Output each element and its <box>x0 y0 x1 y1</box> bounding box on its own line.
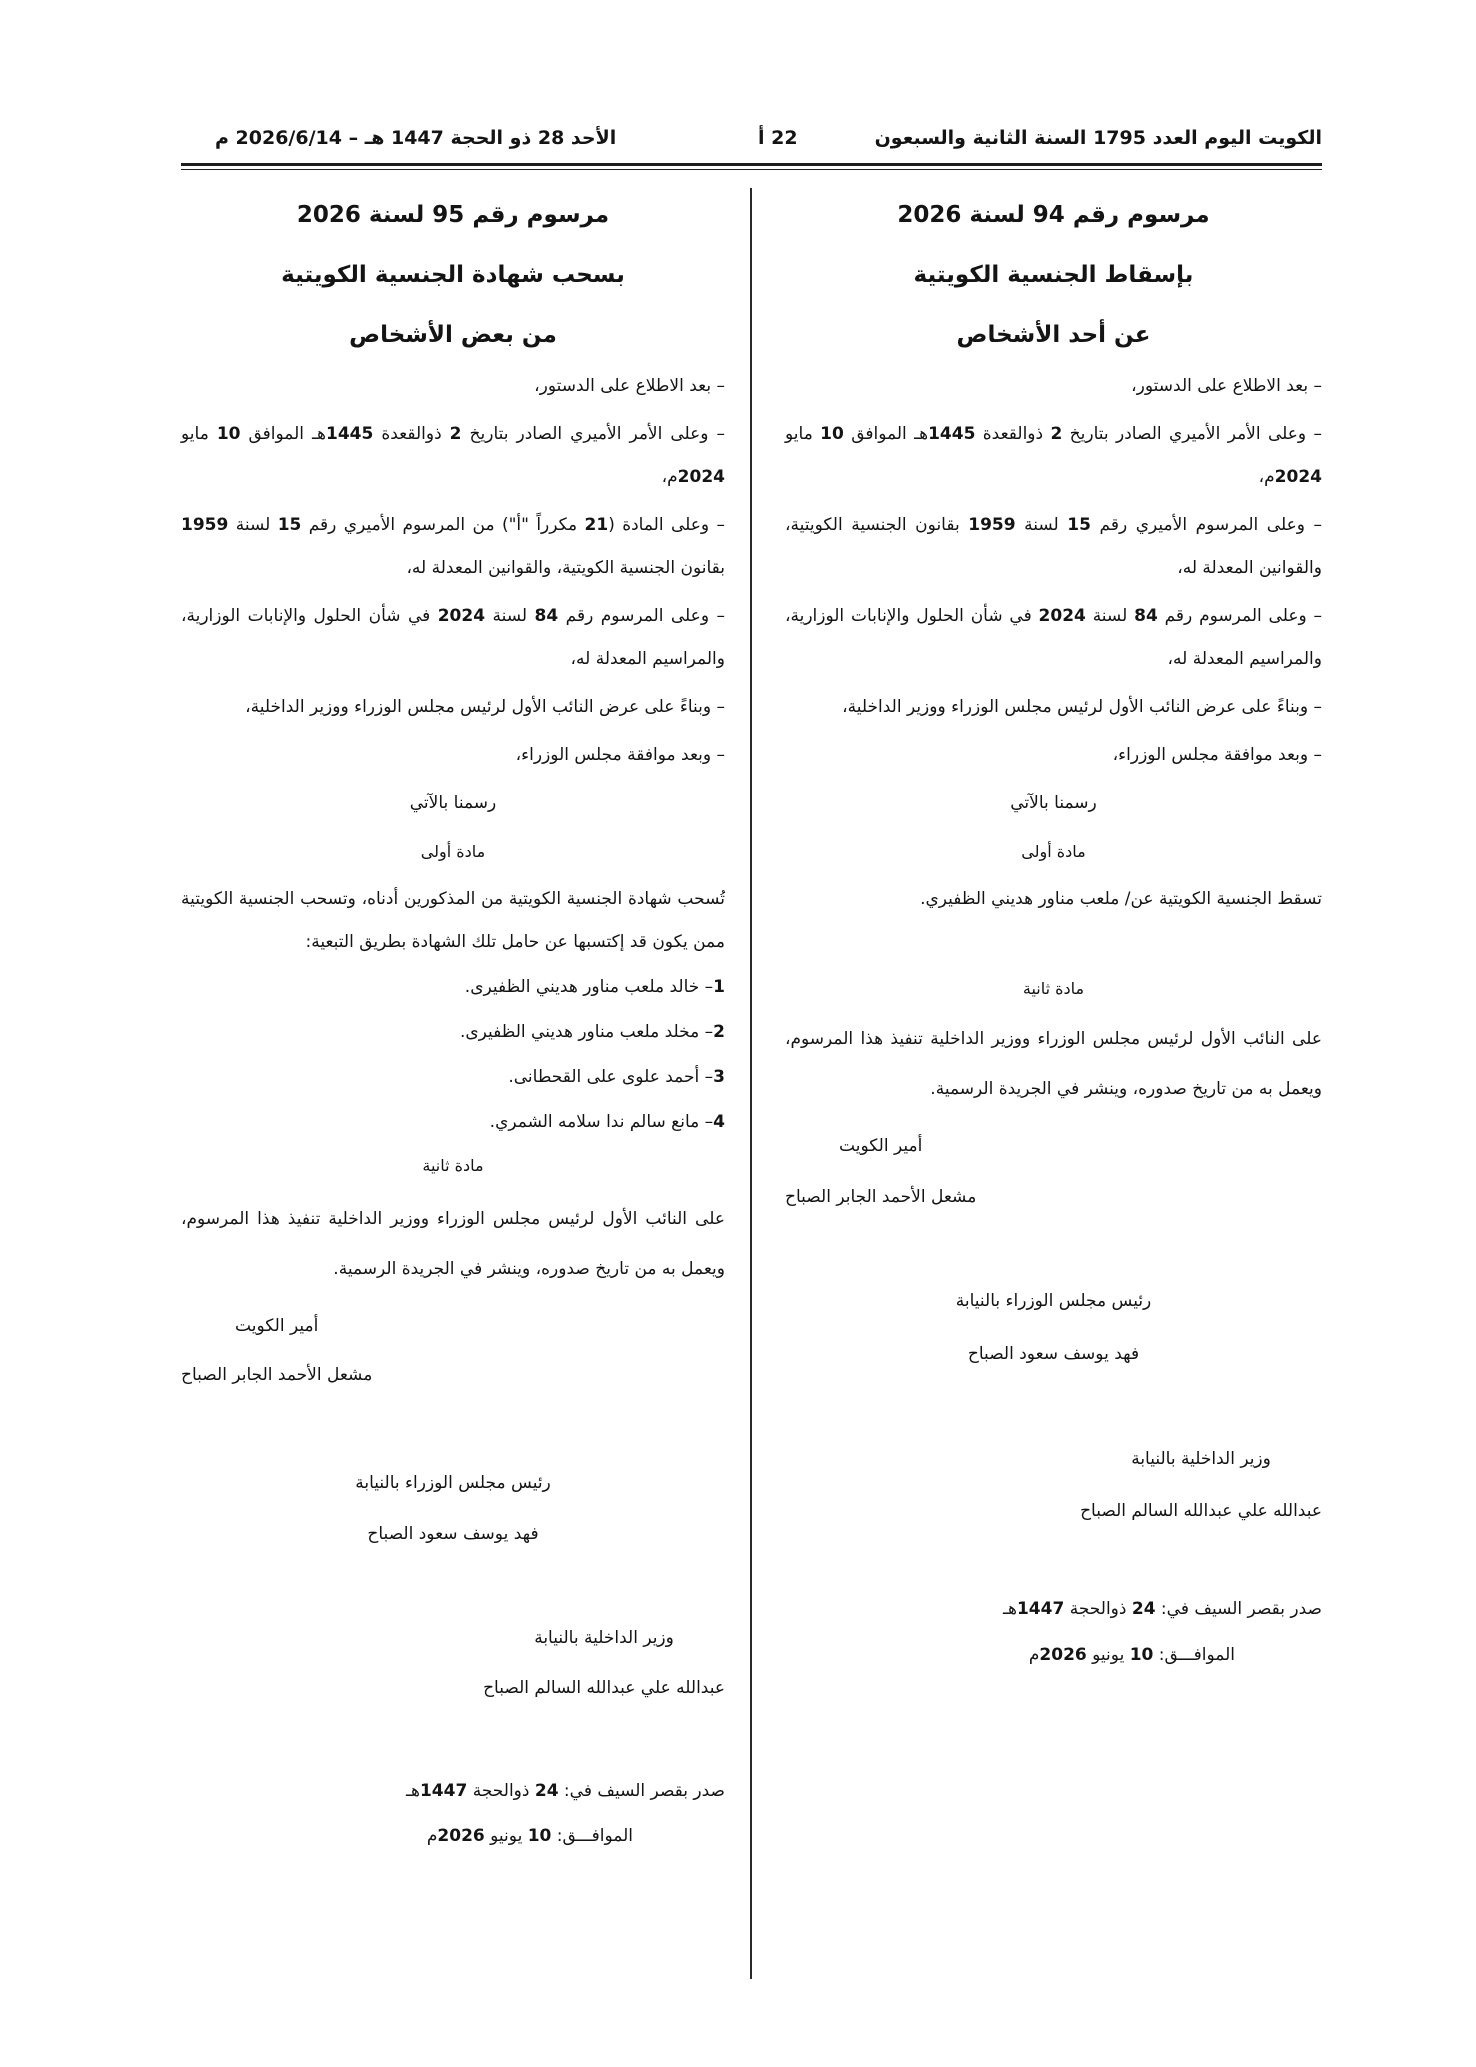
emir-signature <box>181 1305 372 1397</box>
prime-minister-signature <box>355 1462 551 1556</box>
bold-number: 24 <box>534 1781 559 1801</box>
interior-minister-signature <box>1080 1438 1322 1533</box>
bold-number: 2024 <box>1038 606 1086 626</box>
issuance-gregorian-date: الموافـــق: 10 يونيو 2026م <box>1028 1645 1235 1665</box>
article-1-text: تُسحب شهادة الجنسية الكويتية من المذكورين أدناه، وتسحب الجنسية الكويتية ممن يكون قد إكتسبها عن حامل تلك الشهادة بطريق التبعية: <box>181 889 725 952</box>
preamble-clause: – وعلى المرسوم الأميري رقم 15 لسنة 1959 بقانون الجنسية الكويتية، والقوانين المعدلة له، <box>785 515 1323 578</box>
article-2-text: على النائب الأول لرئيس مجلس الوزراء ووزير الداخلية تنفيذ هذا المرسوم، ويعمل به من تاريخ صدوره، وينشر في الجريدة الرسمية. <box>181 1209 725 1279</box>
decree-subtitle: من بعض الأشخاص <box>349 322 557 348</box>
preamble-clause: – وبناءً على عرض النائب الأول لرئيس مجلس الوزراء ووزير الداخلية، <box>245 697 725 717</box>
preamble-clause: – وبناءً على عرض النائب الأول لرئيس مجلس الوزراء ووزير الداخلية، <box>842 697 1322 717</box>
issuance-block <box>181 1770 725 1858</box>
article-1-text: تسقط الجنسية الكويتية عن/ ملعب مناور هديني الظفيري. <box>920 889 1322 909</box>
bold-number: 1447 <box>1016 1599 1065 1619</box>
decree-subtitle: عن أحد الأشخاص <box>956 322 1151 348</box>
decree-94-column <box>785 185 1322 1677</box>
decree-title: مرسوم رقم 95 لسنة 2026 <box>296 202 610 228</box>
bold-number: 2 <box>1050 424 1063 444</box>
bold-number: 10 <box>216 424 241 444</box>
page-header <box>181 121 1322 155</box>
article-2-heading: مادة ثانية <box>1022 979 1085 998</box>
decree-title: مرسوم رقم 94 لسنة 2026 <box>897 202 1210 228</box>
header-rule-thick <box>181 163 1322 166</box>
issuance-place-date: صدر بقصر السيف في: 24 ذوالحجة 1447هـ <box>406 1781 725 1801</box>
emir-signature <box>785 1125 976 1219</box>
bold-number: 21 <box>584 515 609 535</box>
bold-number: 84 <box>1134 606 1158 626</box>
preamble-clause: – بعد الاطلاع على الدستور، <box>534 376 725 396</box>
article-2-text: على النائب الأول لرئيس مجلس الوزراء ووزير الداخلية تنفيذ هذا المرسوم، ويعمل به من تاريخ صدوره، وينشر في الجريدة الرسمية. <box>785 1029 1322 1099</box>
interior-minister-signature <box>483 1617 725 1710</box>
emir-name: مشعل الأحمد الجابر الصباح <box>181 1365 373 1385</box>
preamble-clause: – بعد الاطلاع على الدستور، <box>1131 376 1322 396</box>
revocation-list <box>181 966 725 1144</box>
bold-number: 3 <box>713 1067 725 1087</box>
bold-number: 1959 <box>968 515 1016 535</box>
preamble-clause: – وبعد موافقة مجلس الوزراء، <box>515 745 725 765</box>
emir-name: مشعل الأحمد الجابر الصباح <box>785 1187 977 1207</box>
article-2-heading: مادة ثانية <box>422 1156 484 1175</box>
bold-number: 15 <box>1067 515 1091 535</box>
enactment-formula: رسمنا بالآتي <box>1010 793 1097 813</box>
issuance-gregorian-date: الموافـــق: 10 يونيو 2026م <box>426 1826 633 1846</box>
bold-number: 2024 <box>437 606 486 626</box>
bold-number: 2 <box>713 1022 725 1042</box>
prime-minister-name: فهد يوسف سعود الصباح <box>967 1344 1140 1364</box>
emir-title: أمير الكويت <box>235 1316 319 1336</box>
decree-subtitle: بإسقاط الجنسية الكويتية <box>913 262 1194 288</box>
bold-number: 4 <box>713 1112 725 1132</box>
preamble-clause: – وعلى الأمر الأميري الصادر بتاريخ 2 ذوالقعدة 1445هـ الموافق 10 مايو 2024م، <box>785 424 1322 487</box>
interior-minister-name: عبدالله علي عبدالله السالم الصباح <box>483 1678 725 1698</box>
bold-number: 1959 <box>181 515 229 535</box>
preamble-clause: – وعلى المادة (21 مكرراً "أ") من المرسوم الأميري رقم 15 لسنة 1959 بقانون الجنسية الكويتية، والقوانين المعدلة له، <box>181 515 725 578</box>
bold-number: 1445 <box>928 424 976 444</box>
bold-number: 2024 <box>677 467 725 487</box>
prime-minister-title: رئيس مجلس الوزراء بالنيابة <box>955 1291 1152 1311</box>
bold-number: 2024 <box>1274 467 1322 487</box>
bold-number: 10 <box>527 1826 552 1846</box>
bold-number: 84 <box>534 606 559 626</box>
issuance-place-date: صدر بقصر السيف في: 24 ذوالحجة 1447هـ <box>1003 1599 1322 1619</box>
prime-minister-title: رئيس مجلس الوزراء بالنيابة <box>355 1473 551 1493</box>
list-item: 3– أحمد علوى على القحطانى. <box>508 1067 725 1087</box>
bold-number: 1447 <box>419 1781 468 1801</box>
enactment-formula: رسمنا بالآتي <box>409 793 497 813</box>
bold-number: 2026 <box>1039 1645 1087 1665</box>
list-item: 2– مخلد ملعب مناور هديني الظفيرى. <box>459 1022 725 1042</box>
list-item: 4– مانع سالم ندا سلامه الشمري. <box>489 1112 725 1132</box>
article-1-heading: مادة أولى <box>1021 842 1086 861</box>
decree-subtitle: بسحب شهادة الجنسية الكويتية <box>281 262 625 288</box>
header-rule-thin <box>181 169 1322 170</box>
bold-number: 1445 <box>326 424 374 444</box>
bold-number: 2026 <box>437 1826 485 1846</box>
decree-95-column <box>181 185 725 1858</box>
preamble-clause: – وعلى المرسوم رقم 84 لسنة 2024 في شأن الحلول والإنابات الوزارية، والمراسيم المعدلة له، <box>181 606 725 669</box>
header-page-number: 22 أ <box>758 127 798 149</box>
prime-minister-name: فهد يوسف سعود الصباح <box>367 1524 539 1544</box>
issuance-block <box>785 1588 1322 1677</box>
list-item: 1– خالد ملعب مناور هديني الظفيرى. <box>464 977 725 997</box>
preamble-clause: – وبعد موافقة مجلس الوزراء، <box>1112 745 1322 765</box>
bold-number: 2 <box>449 424 462 444</box>
article-1-heading: مادة أولى <box>420 842 486 861</box>
header-issue-info: الكويت اليوم العدد 1795 السنة الثانية والسبعون <box>874 127 1322 149</box>
column-divider <box>750 188 752 1979</box>
preamble-clause: – وعلى الأمر الأميري الصادر بتاريخ 2 ذوالقعدة 1445هـ الموافق 10 مايو 2024م، <box>181 424 726 487</box>
bold-number: 10 <box>820 424 844 444</box>
header-date: الأحد 28 ذو الحجة 1447 هـ – 2026/6/14 م <box>215 127 617 149</box>
emir-title: أمير الكويت <box>839 1136 923 1156</box>
interior-minister-name: عبدالله علي عبدالله السالم الصباح <box>1080 1501 1322 1521</box>
interior-minister-title: وزير الداخلية بالنيابة <box>534 1628 674 1648</box>
bold-number: 24 <box>1131 1599 1156 1619</box>
bold-number: 15 <box>277 515 302 535</box>
preamble-clause: – وعلى المرسوم رقم 84 لسنة 2024 في شأن الحلول والإنابات الوزارية، والمراسيم المعدلة له، <box>785 606 1323 669</box>
bold-number: 1 <box>713 977 725 997</box>
bold-number: 10 <box>1129 1645 1154 1665</box>
prime-minister-signature <box>956 1280 1152 1376</box>
interior-minister-title: وزير الداخلية بالنيابة <box>1131 1449 1271 1469</box>
